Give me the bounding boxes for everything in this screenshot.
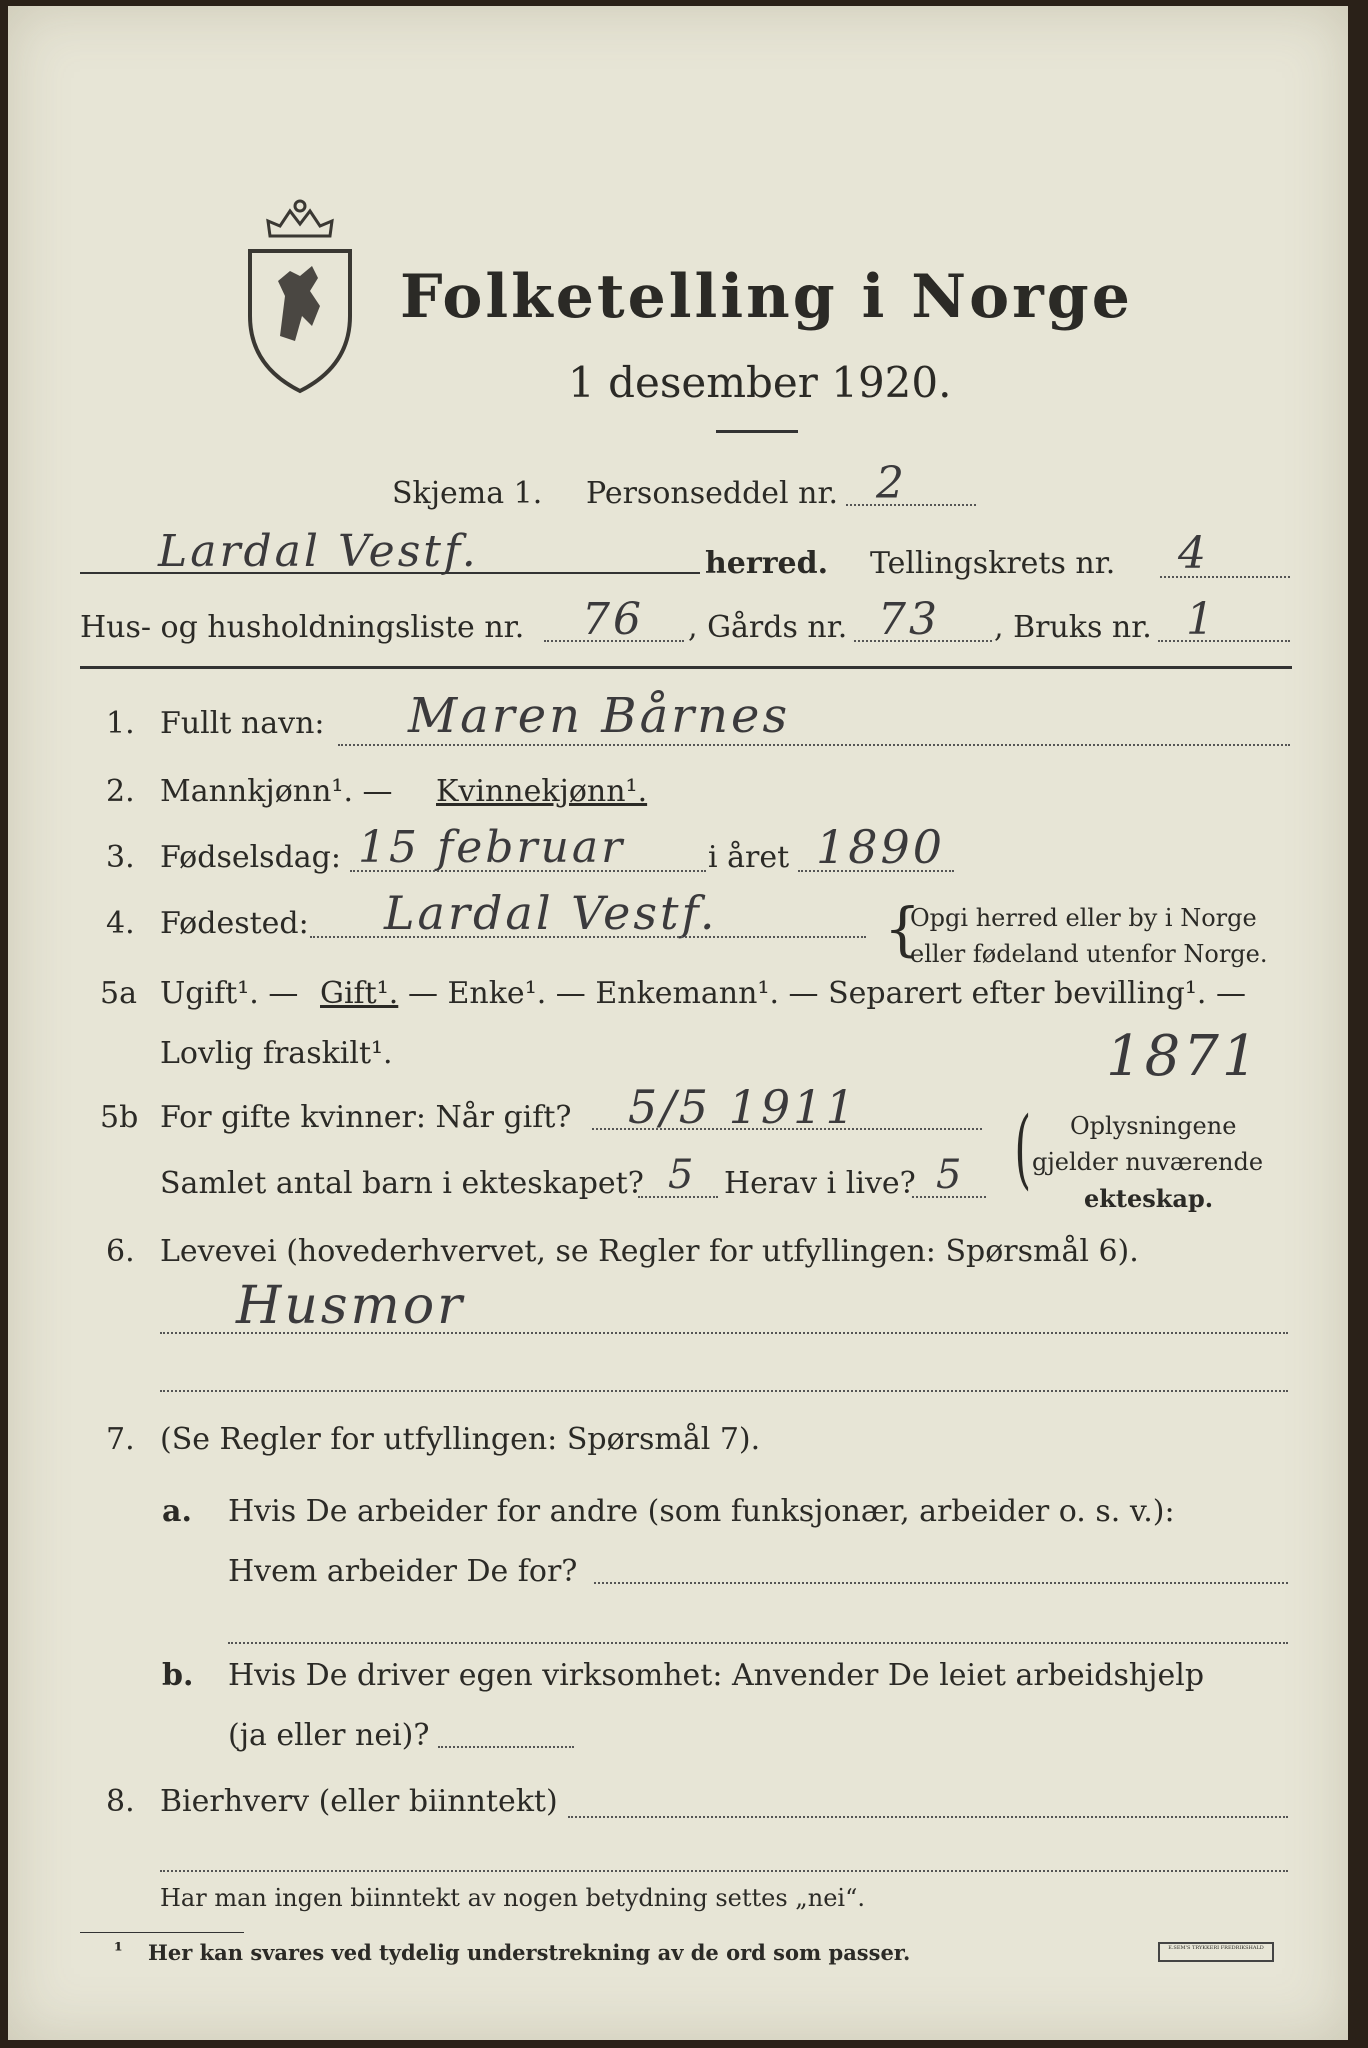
q4-value[interactable]: Lardal Vestf. — [384, 886, 718, 940]
form-date: 1 desember 1920. — [568, 358, 952, 407]
gards-line — [854, 640, 992, 642]
q5a-lovlig-fraskilt: Lovlig fraskilt¹. — [160, 1036, 393, 1071]
q6-line-1 — [160, 1332, 1288, 1334]
bruks-line — [1158, 640, 1290, 642]
norway-coat-of-arms-icon — [240, 196, 360, 400]
personseddel-label: Personseddel nr. — [586, 476, 839, 511]
q3-year-label: i året — [708, 840, 790, 875]
q5a-number: 5a — [100, 976, 137, 1011]
q6-value[interactable]: Husmor — [236, 1276, 465, 1336]
q7b-letter: b. — [162, 1658, 194, 1693]
tellingskrets-line — [1160, 576, 1290, 578]
personseddel-value[interactable]: 2 — [876, 458, 907, 509]
footnote-divider — [80, 1932, 244, 1933]
herred-value[interactable]: Lardal Vestf. — [158, 526, 479, 577]
printer-stamp: E.SEM'S TRYKKERI FREDRIKSHALD — [1158, 1942, 1274, 1962]
q6-number: 6. — [106, 1234, 135, 1269]
q4-label: Fødested: — [160, 906, 309, 941]
q1-label: Fullt navn: — [160, 706, 325, 741]
q8-number: 8. — [106, 1784, 135, 1819]
q5a-margin-note: 1871 — [1106, 1024, 1261, 1089]
q3-label: Fødselsdag: — [160, 840, 341, 875]
q2-number: 2. — [106, 774, 135, 809]
q5b-number: 5b — [100, 1100, 139, 1135]
tellingskrets-label: Tellingskrets nr. — [870, 546, 1116, 581]
footnote-mark: ¹ — [114, 1938, 123, 1962]
q3-line — [350, 870, 706, 872]
footnote-text: Her kan svares ved tydelig understrekning av de ord som passer. — [148, 1940, 911, 1965]
q5b-value[interactable]: 5/5 1911 — [628, 1080, 858, 1134]
q5a-ugift: Ugift¹. — — [160, 976, 299, 1011]
q3-number: 3. — [106, 840, 135, 875]
herred-line — [80, 572, 700, 574]
footer-note: Har man ingen biinntekt av nogen betydning settes „nei“. — [160, 1884, 865, 1912]
bruks-value[interactable]: 1 — [1186, 594, 1217, 645]
q5a-other-options: — Enke¹. — Enkemann¹. — Separert efter bevilling¹. — — [408, 976, 1246, 1011]
q5b-barn-line — [638, 1196, 718, 1198]
title-divider — [716, 430, 798, 433]
q6-label: Levevei (hovederhvervet, se Regler for utfyllingen: Spørsmål 6). — [160, 1234, 1139, 1269]
census-form-page — [8, 6, 1348, 2040]
q7b-line — [438, 1746, 574, 1748]
q5b-live-value[interactable]: 5 — [936, 1152, 965, 1198]
gards-label: , Gårds nr. — [688, 610, 848, 645]
q7a-label: Hvis De arbeider for andre (som funksjonær, arbeider o. s. v.): — [228, 1494, 1175, 1529]
q5b-note-line1: Oplysningene — [1070, 1112, 1237, 1140]
q1-value[interactable]: Maren Bårnes — [408, 688, 791, 744]
q2-mannkjonn: Mannkjønn¹. — — [160, 774, 393, 809]
q7a-line-extra — [228, 1642, 1288, 1644]
q5b-barn-value[interactable]: 5 — [668, 1152, 697, 1198]
personseddel-line — [846, 504, 976, 506]
q3-value[interactable]: 15 februar — [358, 822, 626, 873]
q1-number: 1. — [106, 706, 135, 741]
bruks-label: , Bruks nr. — [994, 610, 1152, 645]
q8-line — [568, 1816, 1288, 1818]
q5b-note-line3: ekteskap. — [1084, 1184, 1214, 1213]
q5b-live-line — [912, 1196, 986, 1198]
section-divider — [80, 666, 1292, 669]
q5a-gift-selected[interactable]: Gift¹. — [320, 976, 399, 1011]
herred-label: herred. — [705, 546, 829, 581]
form-title: Folketelling i Norge — [400, 262, 1133, 332]
q8-label: Bierhverv (eller biinntekt) — [160, 1784, 558, 1819]
q4-note-line2: eller fødeland utenfor Norge. — [910, 940, 1268, 968]
q5b-label: For gifte kvinner: Når gift? — [160, 1100, 572, 1135]
q4-brace: { — [884, 895, 921, 963]
q7a-line — [594, 1582, 1288, 1584]
skjema-label: Skjema 1. — [392, 476, 543, 511]
husliste-value[interactable]: 76 — [582, 594, 644, 645]
q1-line — [338, 744, 1290, 746]
q5b-live-label: Herav i live? — [724, 1166, 916, 1201]
q7-number: 7. — [106, 1422, 135, 1457]
husliste-label: Hus- og husholdningsliste nr. — [80, 610, 525, 645]
q4-note-line1: Opgi herred eller by i Norge — [910, 904, 1257, 932]
tellingskrets-value[interactable]: 4 — [1178, 528, 1209, 579]
q7a-letter: a. — [162, 1494, 192, 1529]
q8-line-extra — [160, 1870, 1288, 1872]
q6-line-2 — [160, 1390, 1288, 1392]
q3-year-line — [798, 870, 954, 872]
q3-year-value[interactable]: 1890 — [816, 820, 946, 874]
q4-number: 4. — [106, 906, 135, 941]
q5b-barn-label: Samlet antal barn i ekteskapet? — [160, 1166, 644, 1201]
q2-kvinnekjonn-selected[interactable]: Kvinnekjønn¹. — [436, 774, 648, 809]
q4-line — [310, 936, 866, 938]
q5b-line — [592, 1128, 982, 1130]
q7-label: (Se Regler for utfyllingen: Spørsmål 7). — [160, 1422, 761, 1457]
gards-value[interactable]: 73 — [878, 594, 940, 645]
q5b-note-line2: gjelder nuværende — [1032, 1148, 1264, 1176]
q7a-line2-label: Hvem arbeider De for? — [228, 1554, 578, 1589]
husliste-line — [544, 640, 684, 642]
q7b-line2-label: (ja eller nei)? — [228, 1718, 430, 1753]
q7b-label: Hvis De driver egen virksomhet: Anvender De leiet arbeidshjelp — [228, 1658, 1205, 1693]
q5b-brace: ( — [1014, 1099, 1032, 1199]
